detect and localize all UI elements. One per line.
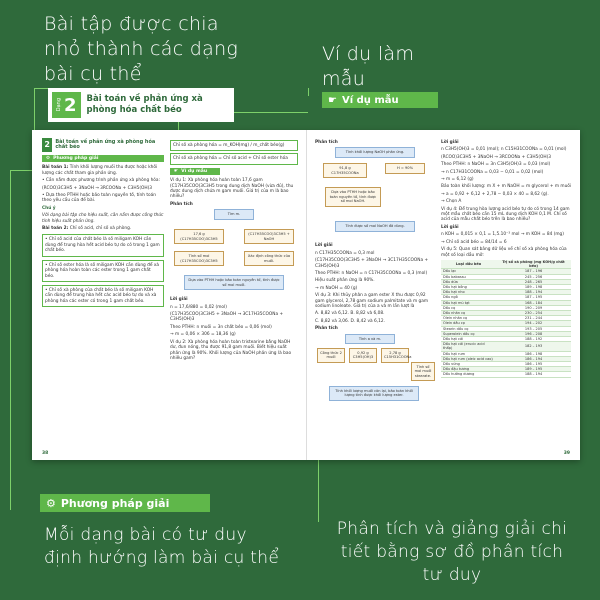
oil-name-cell: Olein dầu cọ bbox=[441, 321, 496, 326]
solution-line-4: → m = 0,06 × 306 = 18,36 (g) bbox=[170, 332, 236, 338]
saponification-value-cell: 182 – 193 bbox=[496, 342, 571, 351]
example-label: Ví dụ mẫu bbox=[181, 168, 208, 174]
table-row bbox=[441, 342, 571, 351]
caption-analysis: Phân tích và giảng giải chi tiết bằng sơ đồ phân tích tư duy bbox=[336, 519, 568, 585]
problem2-title: Bài toán 2: bbox=[42, 226, 69, 232]
dang-banner bbox=[48, 88, 234, 122]
gear-icon: ⚙ bbox=[46, 156, 51, 161]
solution-line-1: n = 17,6/880 = 0,02 (mol) bbox=[170, 304, 227, 310]
oil-name-cell: Dầu hạt rum (oleic acid cao) bbox=[441, 356, 496, 361]
saponification-value-cell: 190 – 209 bbox=[496, 305, 571, 310]
oil-name-cell: Dầu hạt cải bbox=[441, 336, 496, 341]
oil-name-cell: Dầu hạt rum bbox=[441, 351, 496, 356]
oil-name-cell: Olein nhân cọ bbox=[441, 316, 496, 321]
example-5: Ví dụ 5: Quan sát bảng dữ liệu về chỉ số xà phòng hóa của một số loại dầu mỡ: bbox=[441, 247, 567, 258]
sol-line-3: Theo PTHH: n NaOH = n C17H35COONa = 0,3 (mol) bbox=[315, 271, 428, 277]
solution-label-2: Lời giải bbox=[315, 243, 333, 249]
oil-name-cell: Dầu babassu bbox=[441, 274, 496, 279]
saponification-value-cell: 186 – 195 bbox=[496, 361, 571, 366]
method-badge-label: Phương pháp giải bbox=[60, 496, 170, 510]
flow-mid-left: Tính số mol (C17H35COO)3C3H5 bbox=[174, 251, 224, 266]
sol-line-2: (C17H35COO)3C3H5 + 3NaOH → 3C17H35COONa + C3H5(OH)3 bbox=[315, 258, 429, 269]
saponification-value-cell: 168 – 184 bbox=[496, 300, 571, 305]
saponification-value-cell: 189 – 198 bbox=[496, 284, 571, 289]
oil-name-cell: Dầu ngô bbox=[441, 295, 496, 300]
equation-1: (RCOO)3C3H5 + 3NaOH → 3RCOONa + C3H5(OH)3 bbox=[42, 185, 153, 191]
saponification-value-cell: 231 – 244 bbox=[496, 316, 571, 321]
solution-line: Theo PTHH: n NaOH = 3n C3H5(OH)3 = 0,03 (mol) bbox=[441, 162, 551, 168]
oil-name-cell: Dầu cọ bbox=[441, 305, 496, 310]
sol-line-1: n C17H35COONa = 0,3 mol bbox=[315, 250, 375, 256]
right-page bbox=[306, 130, 580, 460]
hand-icon: ☛ bbox=[174, 168, 179, 174]
solution-line: → n C17H31COONa = 0,03 − 0,01 = 0,02 (mol) bbox=[441, 169, 544, 175]
example-badge-label: Ví dụ mẫu bbox=[341, 94, 399, 106]
left-column-1 bbox=[42, 138, 164, 307]
sol4-line-1: n KOH = 0,015 × 0,1 = 1,5.10⁻³ mol → m KOH = 84 (mg) bbox=[441, 232, 564, 238]
flow2-top: Tính khối lượng NaOH phản ứng. bbox=[335, 147, 415, 157]
flow-right: (C17H35COO)3C3H5 + NaOH bbox=[244, 229, 294, 244]
saponification-value-cell: 245 – 256 bbox=[496, 274, 571, 279]
formula-box-2: Chỉ số xà phòng hóa = Chỉ số acid + Chỉ số ester hóa bbox=[170, 153, 298, 164]
right-column-1 bbox=[315, 138, 435, 402]
example-bar bbox=[170, 168, 220, 175]
flow3-top: Tính a và m. bbox=[345, 334, 395, 344]
hand-pointer-icon: ☛ bbox=[328, 94, 337, 106]
book-spread bbox=[32, 130, 580, 460]
solution-line: (RCOO)3C3H5 + 3NaOH → 3RCOONa + C3H5(OH)3 bbox=[441, 154, 552, 160]
flowchart-1 bbox=[170, 207, 298, 295]
solution-line: → a = 0,92 + 6,12 + 2,78 − 0,03 × 40 = 8,62 (g). bbox=[441, 191, 549, 197]
options-cd: C. 8,82 và 3,06. D. 8,42 và 6,12. bbox=[315, 318, 385, 324]
flow2-b: H = 90% bbox=[385, 163, 425, 173]
table-header-row bbox=[441, 260, 571, 269]
example-2: Ví dụ 2: Xà phòng hóa hoàn toàn tristearine bằng NaOH dư, đun nóng, thu được 91,8 gam muối. Biết hiệu suất phản ứng là 90%. Khối lượng của NaOH phản ứng là bao nhiêu gam? bbox=[170, 339, 292, 361]
oil-name-cell: Stearin dầu cọ bbox=[441, 326, 496, 331]
saponification-index-box: • Chỉ số xà phòng của chất béo là số miligam KOH cần dùng để trung hòa hết các acid béo tự do và xà phòng hóa các ester có trong 1 gam chất béo. bbox=[42, 285, 164, 307]
flow3-end: Tính khối lượng muối còn lại, bảo toàn khối lượng tính được khối lượng ester. bbox=[329, 386, 419, 401]
solution-line: → Chọn A bbox=[441, 199, 462, 205]
example-badge bbox=[322, 92, 438, 108]
sol-line-4: Hiệu suất phản ứng là 90%. bbox=[315, 278, 375, 284]
saponification-value-cell: 194 – 202 bbox=[496, 321, 571, 326]
saponification-value-cell: 188 – 192 bbox=[496, 336, 571, 341]
saponification-value-cell: 230 – 254 bbox=[496, 310, 571, 315]
solution-line-2: (C17H35COO)3C3H5 + 3NaOH → 3C17H35COONa + C3H5(OH)3 bbox=[170, 312, 284, 323]
problem1-text: Tính khối lượng muối thu được hoặc khối lượng các chất tham gia phản ứng. bbox=[42, 165, 158, 176]
solution-line-3: Theo PTHH: n muối = 3n chất béo = 0,06 (mol) bbox=[170, 324, 272, 330]
caption-method: Mỗi dạng bài có tư duy định hướng làm bài cụ thể bbox=[44, 525, 280, 568]
oil-name-cell: Dầu nhân cọ bbox=[441, 310, 496, 315]
table-row bbox=[441, 372, 571, 377]
oil-name-cell: Dầu lạc bbox=[441, 269, 496, 274]
flowchart-2 bbox=[315, 145, 435, 241]
oil-name-cell: Dầu hạt nho bbox=[441, 290, 496, 295]
flowchart-3 bbox=[315, 332, 435, 402]
oil-name-cell: Superolein dầu cọ bbox=[441, 331, 496, 336]
flow2-d: Tính được số mol NaOH đã dùng. bbox=[335, 221, 415, 231]
caption-exercise-types: Bài tập được chia nhỏ thành các dạng bài cụ thể bbox=[44, 13, 239, 85]
formula-box-1: Chỉ số xà phòng hóa = m_KOH(mg) / m_chất béo(g) bbox=[170, 140, 298, 151]
connector-line bbox=[10, 170, 34, 510]
sol-line-5: → m NaOH = 40 (g) bbox=[315, 285, 358, 291]
oil-name-cell: Dầu hạt bông bbox=[441, 284, 496, 289]
flow3-a: Công thức 2 muối bbox=[317, 348, 345, 363]
flow-left: 17,6 g (C17H35COO)3C3H5 bbox=[174, 229, 224, 244]
left-page bbox=[32, 130, 306, 460]
sol4-line-2: → Chỉ số acid béo = 84/14 = 6 bbox=[441, 239, 507, 245]
oil-name-cell: Dầu vừng bbox=[441, 361, 496, 366]
method-badge bbox=[40, 494, 210, 512]
dang-tag bbox=[52, 92, 81, 118]
connector-line bbox=[308, 88, 309, 96]
flow3-d: Tính số mol muối stearate. bbox=[411, 362, 435, 381]
section-heading bbox=[42, 138, 164, 152]
saponification-value-cell: 187 – 195 bbox=[496, 295, 571, 300]
method-label: Phương pháp giải bbox=[53, 156, 99, 161]
problem2-text: Chỉ số acid, chỉ số xà phòng. bbox=[69, 226, 132, 232]
section-number: 2 bbox=[42, 138, 52, 152]
saponification-value-cell: 248 – 265 bbox=[496, 279, 571, 284]
flow-mid-right: Xác định công thức của muối. bbox=[244, 251, 294, 266]
table-body bbox=[441, 269, 571, 377]
page-number-right: 39 bbox=[563, 450, 570, 456]
oil-name-cell: Dầu đậu tương bbox=[441, 367, 496, 372]
flow3-c: 2,78 g C15H31COONa bbox=[381, 348, 409, 363]
right-column-2 bbox=[441, 138, 575, 378]
note-text: Với dạng bài tập cho hiệu suất, cần nắm được công thức tính hiệu suất phản ứng. bbox=[42, 213, 164, 224]
solution-lines bbox=[441, 147, 575, 204]
analysis-label: Phân tích bbox=[170, 201, 193, 207]
saponification-value-cell: 193 – 205 bbox=[496, 326, 571, 331]
flow2-c: Dựa vào PTHH hoặc bảo toàn nguyên tố, tính được số mol NaOH. bbox=[325, 187, 381, 206]
saponification-value-cell: 196 – 208 bbox=[496, 331, 571, 336]
bullet-2: • Dựa theo PTHH hoặc bảo toàn nguyên tố, tính toán theo yêu cầu của đề bài. bbox=[42, 193, 156, 204]
bullet-1: • Cần nắm được phương trình phản ứng xà phòng hóa: bbox=[42, 178, 161, 184]
caption-example: Ví dụ làm mẫu bbox=[322, 43, 415, 90]
flow-start: Tìm m. bbox=[214, 209, 254, 219]
dang-number: 2 bbox=[64, 94, 77, 116]
example-3: Ví dụ 3: Khi thủy phân a gam ester X thu được 0,92 gam glycerol, 2,78 gam sodium palmitate và m gam sodium linoleate. Giá trị của a và m lần lượt là bbox=[315, 293, 429, 310]
ester-index-box: • Chỉ số ester hóa là số miligam KOH cần dùng để xà phòng hóa hoàn toàn các ester trong 1 gam chất béo. bbox=[42, 260, 164, 282]
solution-label-3: Lời giải bbox=[441, 140, 459, 145]
oil-name-cell: Dầu hạt cải (erucic acid thấp) bbox=[441, 342, 496, 351]
analysis-label-2: Phân tích bbox=[315, 140, 338, 145]
solution-label-4: Lời giải bbox=[441, 224, 459, 230]
flow3-b: 0,92 g C3H5(OH)3 bbox=[349, 348, 377, 363]
table-header-cell: Loại dầu béo bbox=[441, 260, 496, 269]
oil-name-cell: Dầu dừa bbox=[441, 279, 496, 284]
saponification-table bbox=[441, 260, 571, 378]
analysis-label-3: Phân tích bbox=[315, 326, 338, 332]
saponification-value-cell: 188 – 194 bbox=[496, 290, 571, 295]
example-1: Ví dụ 1: Xà phòng hóa hoàn toàn 17,6 gam (C17H35COO)3C3H5 trong dung dịch NaOH (vừa đủ), thu được dung dịch chứa m gam muối. Giá trị của m là bao nhiêu? bbox=[170, 178, 294, 200]
dang-title: Bài toán về phản ứng xà phòng hóa chất béo bbox=[86, 94, 203, 115]
solution-line: Bảo toàn khối lượng: m X + m NaOH = m glycerol + m muối bbox=[441, 184, 572, 190]
example-4: Ví dụ 4: Để trung hòa lượng acid béo tự do có trong 14 gam một mẫu chất béo cần 15 mL dung dịch KOH 0,1 M. Chỉ số acid của mẫu chất béo trên là bao nhiêu? bbox=[441, 206, 570, 223]
saponification-value-cell: 187 – 196 bbox=[496, 269, 571, 274]
section-title: Bài toán về phản ứng xà phòng hóa chất béo bbox=[55, 138, 156, 150]
solution-label: Lời giải bbox=[170, 297, 188, 303]
problem1-title: Bài toán 1: bbox=[42, 165, 69, 171]
oil-name-cell: Dầu hạt mù tạt bbox=[441, 300, 496, 305]
flow-end: Dựa vào PTHH hoặc bảo toàn nguyên tố, tính được số mol muối. bbox=[184, 275, 284, 290]
acid-index-box: • Chỉ số acid của chất béo là số miligam KOH cần dùng để trung hòa hết acid béo tự do có trong 1 gam chất béo. bbox=[42, 234, 164, 256]
oil-name-cell: Dầu hướng dương bbox=[441, 372, 496, 377]
saponification-value-cell: 186 – 198 bbox=[496, 351, 571, 356]
solution-line: → m = 6,12 (g) bbox=[441, 177, 474, 183]
options-ab: A. 8,82 và 6,12. B. 8,82 và 6,08. bbox=[315, 311, 385, 317]
solution-line: n C3H5(OH)3 = 0,01 (mol); n C15H31COONa = 0,01 (mol) bbox=[441, 147, 567, 153]
flow2-a: 91,8 g C17H35COONa bbox=[323, 163, 367, 178]
saponification-value-cell: 188 – 194 bbox=[496, 372, 571, 377]
note-label: Chú ý bbox=[42, 205, 56, 211]
saponification-value-cell: 189 – 195 bbox=[496, 367, 571, 372]
table-header-cell: Trị số xà phòng (mg KOH/g chất béo) bbox=[496, 260, 571, 269]
method-bar bbox=[42, 155, 164, 162]
left-column-2 bbox=[170, 138, 298, 361]
page-number-left: 38 bbox=[42, 450, 49, 456]
dang-label: Dạng bbox=[56, 98, 62, 112]
saponification-value-cell: 186 – 194 bbox=[496, 356, 571, 361]
gear-icon: ⚙ bbox=[46, 496, 56, 510]
